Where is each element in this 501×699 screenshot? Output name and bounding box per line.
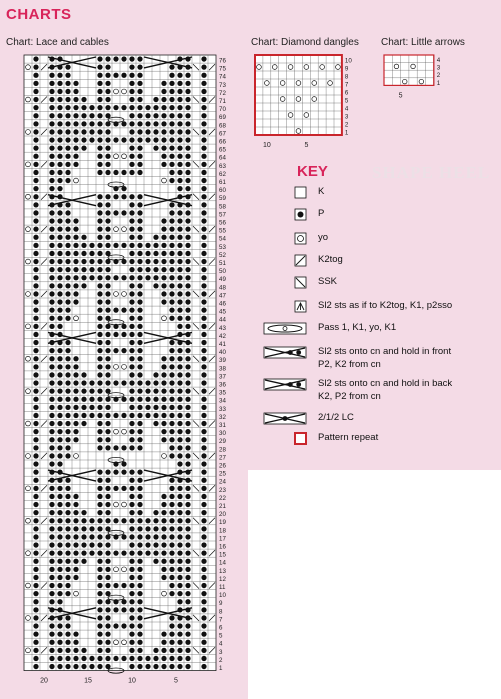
row-number: 2 [436,72,441,80]
row-number: 3 [344,113,349,121]
column-number: 10 [128,677,136,685]
row-number: 16 [219,543,226,551]
row-number: 61 [219,179,226,186]
row-number: 1 [436,79,441,87]
row-number: 29 [219,438,226,446]
row-number: 52 [219,251,226,259]
column-number: 15 [84,677,92,685]
row-number: 43 [219,324,226,332]
key-item-label: P [318,208,325,219]
row-number: 76 [219,57,226,65]
row-number: 65 [219,146,226,154]
row-number: 15 [219,551,226,559]
row-number: 59 [219,195,226,203]
row-number: 42 [219,332,226,340]
row-number: 40 [219,349,226,357]
little-arrows-chart [384,55,441,99]
row-number: 64 [219,154,226,162]
arrows-chart-title: Chart: Little arrows [381,37,465,48]
column-number: 5 [398,92,403,100]
diamond-chart-title: Chart: Diamond dangles [251,37,359,48]
lc-cable-icon [263,412,307,425]
row-number: 6 [219,624,223,632]
row-number: 9 [219,600,223,608]
key-item-label: K2tog [318,254,343,265]
row-number: 1 [344,129,349,137]
row-number: 4 [219,640,223,648]
lace-chart-title: Chart: Lace and cables [6,37,109,48]
row-number: 24 [219,478,226,486]
row-number: 56 [219,219,226,227]
row-number: 54 [219,235,226,243]
row-number: 39 [219,357,226,365]
row-number: 12 [219,575,226,583]
pass-stitch-icon [263,322,307,335]
row-number: 48 [219,284,226,292]
column-number: 10 [263,142,271,149]
page-title: CHARTS [6,6,72,23]
row-number: 14 [219,559,226,567]
row-number: 57 [219,211,226,219]
row-number: 28 [219,446,226,454]
row-number: 37 [219,373,226,381]
row-number: 27 [219,454,226,462]
repeat-box-icon [294,432,307,445]
row-number: 36 [219,381,226,389]
cable-front-icon [263,346,307,359]
key-item-label: Sl2 sts as if to K2tog, K1, p2sso [318,300,453,311]
row-number: 51 [219,260,226,267]
row-number: 13 [219,567,226,575]
row-number: 69 [219,114,226,122]
row-number: 20 [219,511,226,519]
row-number: 30 [219,430,226,438]
row-number: 19 [219,519,226,527]
row-number: 3 [219,648,223,656]
row-number: 2 [344,121,349,129]
key-item-label: SSK [318,276,338,287]
row-number: 25 [219,470,226,478]
key-item-label: yo [318,232,329,243]
row-number: 38 [219,365,226,373]
row-number: 73 [219,81,226,89]
row-number: 75 [219,65,226,73]
row-number: 5 [344,97,349,105]
k2tog-icon [294,254,307,267]
row-number: 22 [219,494,226,502]
row-number: 72 [219,89,226,97]
column-number: 5 [304,142,309,149]
row-number: 31 [219,422,226,429]
row-number: 60 [219,187,226,195]
ssk-icon [294,276,307,289]
row-number: 55 [219,227,226,235]
row-number: 23 [219,486,226,494]
row-number: 5 [219,632,223,640]
row-number: 35 [219,389,226,397]
key-item-label: Pass 1, K1, yo, K1 [318,322,397,333]
row-number: 63 [219,162,226,170]
row-number: 3 [436,64,441,72]
row-number: 2 [219,656,223,664]
key-item-label: Pattern repeat [318,432,379,443]
row-number: 18 [219,527,226,535]
row-number: 45 [219,308,226,316]
purl-icon [294,208,307,221]
row-number: 46 [219,300,226,308]
row-number: 49 [219,276,226,284]
yarn-over-icon [294,232,307,245]
row-number: 1 [219,665,223,672]
double-decrease-icon [294,300,307,313]
row-number: 47 [219,292,226,300]
row-number: 9 [344,65,349,73]
knit-icon [294,186,307,199]
key-title: KEY [297,163,328,180]
row-number: 50 [219,268,226,276]
row-number: 71 [219,98,226,105]
row-number: 34 [219,397,226,405]
row-number: 53 [219,243,226,251]
row-number: 7 [219,616,223,624]
row-number: 26 [219,462,226,470]
row-number: 10 [219,592,226,600]
row-number: 68 [219,122,226,130]
row-number: 8 [219,608,223,616]
lace-and-cables-chart [24,55,226,685]
key-item-label: 2/1/2 LC [318,412,354,423]
row-number: 66 [219,138,226,146]
row-number: 10 [344,57,352,65]
row-number: 4 [344,105,349,113]
row-number: 62 [219,170,226,178]
column-number: 20 [40,677,48,685]
row-number: 41 [219,341,226,348]
row-number: 70 [219,106,226,114]
key-item-label: K [318,186,325,197]
row-number: 33 [219,405,226,413]
row-number: 44 [219,316,226,324]
row-number: 58 [219,203,226,211]
row-number: 74 [219,73,226,81]
row-number: 7 [344,81,349,89]
key-item-label: Sl2 sts onto cn and hold in back K2, P2 from cn [318,378,453,402]
row-number: 6 [344,89,349,97]
row-number: 32 [219,413,226,421]
row-number: 17 [219,535,226,543]
row-number: 11 [219,584,226,591]
row-number: 4 [436,57,441,64]
bleed-through-text: SHAPE HEEL [372,163,491,182]
column-number: 5 [174,677,178,685]
row-number: 67 [219,130,226,138]
cable-back-icon [263,378,307,391]
row-number: 8 [344,73,349,81]
key-item-label: Sl2 sts onto cn and hold in front P2, K2 from cn [318,346,452,370]
row-number: 21 [219,503,226,510]
